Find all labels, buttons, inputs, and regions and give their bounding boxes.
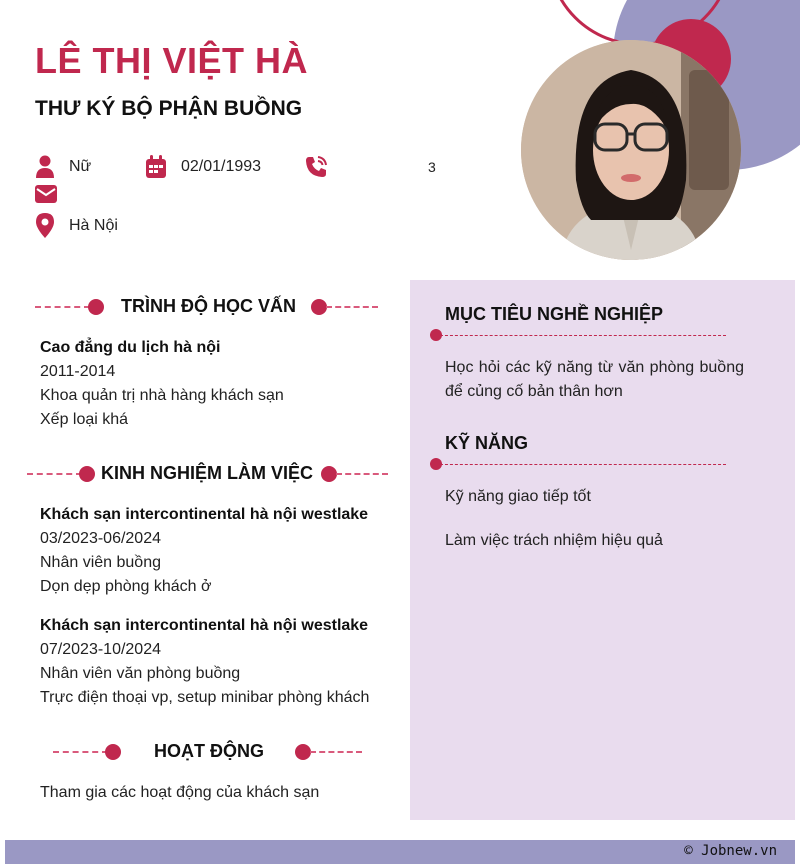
experience-position: Nhân viên văn phòng buồng: [40, 665, 241, 682]
education-title-dot-left: [88, 299, 104, 315]
activities-title-dot-right: [295, 744, 311, 760]
experience-description: Dọn dẹp phòng khách ở: [40, 578, 212, 595]
objective-title: MỤC TIÊU NGHỀ NGHIỆP: [445, 304, 664, 324]
experience-position: Nhân viên buồng: [40, 554, 161, 571]
education-title-line-right: [326, 306, 378, 308]
experience-title-dot-left: [79, 466, 95, 482]
education-major: Khoa quản trị nhà hàng khách sạn: [40, 387, 284, 404]
job-title: THƯ KÝ BỘ PHẬN BUỒNG: [35, 97, 303, 120]
education-period: 2011-2014: [40, 363, 116, 380]
skill-item: Kỹ năng giao tiếp tốt: [445, 488, 591, 505]
experience-title-line-left: [27, 473, 82, 475]
activities-title: HOẠT ĐỘNG: [154, 741, 264, 761]
education-grade: Xếp loại khá: [40, 411, 129, 428]
activities-title-line-right: [310, 751, 362, 753]
activities-title-line-left: [53, 751, 108, 753]
contact-birthday: [145, 155, 261, 179]
experience-period: 03/2023-06/2024: [40, 530, 161, 547]
phone-icon: [304, 155, 328, 179]
experience-title-line-right: [336, 473, 388, 475]
objective-title-line: [440, 335, 726, 336]
contact-email: [35, 184, 71, 204]
skill-item: Làm việc trách nhiệm hiệu quả: [445, 532, 663, 549]
experience-description: Trực điện thoại vp, setup minibar phòng khách: [40, 689, 370, 706]
candidate-name: LÊ THỊ VIỆT HÀ: [35, 40, 309, 81]
contact-phone: [304, 155, 436, 179]
birthday-value: 02/01/1993: [181, 158, 262, 175]
objective-text: Học hỏi các kỹ năng từ văn phòng buồng để củng cố bản thân hơn: [445, 359, 744, 400]
address-value: Hà Nội: [69, 216, 118, 234]
education-title: TRÌNH ĐỘ HỌC VẤN: [121, 296, 296, 316]
skills-title-line: [440, 464, 726, 465]
education-title-line-left: [35, 306, 90, 308]
experience-period: 07/2023-10/2024: [40, 641, 161, 658]
experience-title-dot-right: [321, 466, 337, 482]
phone-value: 3: [428, 159, 436, 175]
footer-bar: [5, 840, 795, 864]
contact-gender: [35, 155, 91, 179]
education-title-dot-right: [311, 299, 327, 315]
profile-photo: [521, 40, 741, 260]
experience-entry: [40, 614, 369, 710]
activities-text: Tham gia các hoạt động của khách sạn: [40, 784, 320, 801]
envelope-icon: [35, 184, 57, 204]
location-pin-icon: [35, 213, 55, 238]
activities-title-dot-left: [105, 744, 121, 760]
person-icon: [35, 155, 55, 179]
profile-photo-illustration: [521, 40, 741, 260]
contact-address: [35, 213, 118, 238]
experience-company: Khách sạn intercontinental hà nội westlake: [40, 617, 369, 634]
experience-company: Khách sạn intercontinental hà nội westlake: [40, 506, 369, 523]
gender-value: Nữ: [69, 158, 92, 175]
experience-entry: [40, 503, 368, 599]
experience-title: KINH NGHIỆM LÀM VIỆC: [101, 463, 314, 483]
education-school: Cao đẳng du lịch hà nội: [40, 339, 221, 356]
skills-title: KỸ NĂNG: [445, 433, 529, 453]
calendar-icon: [145, 155, 167, 179]
education-entry: [40, 336, 284, 432]
footer-copyright: © Jobnew.vn: [684, 843, 777, 859]
